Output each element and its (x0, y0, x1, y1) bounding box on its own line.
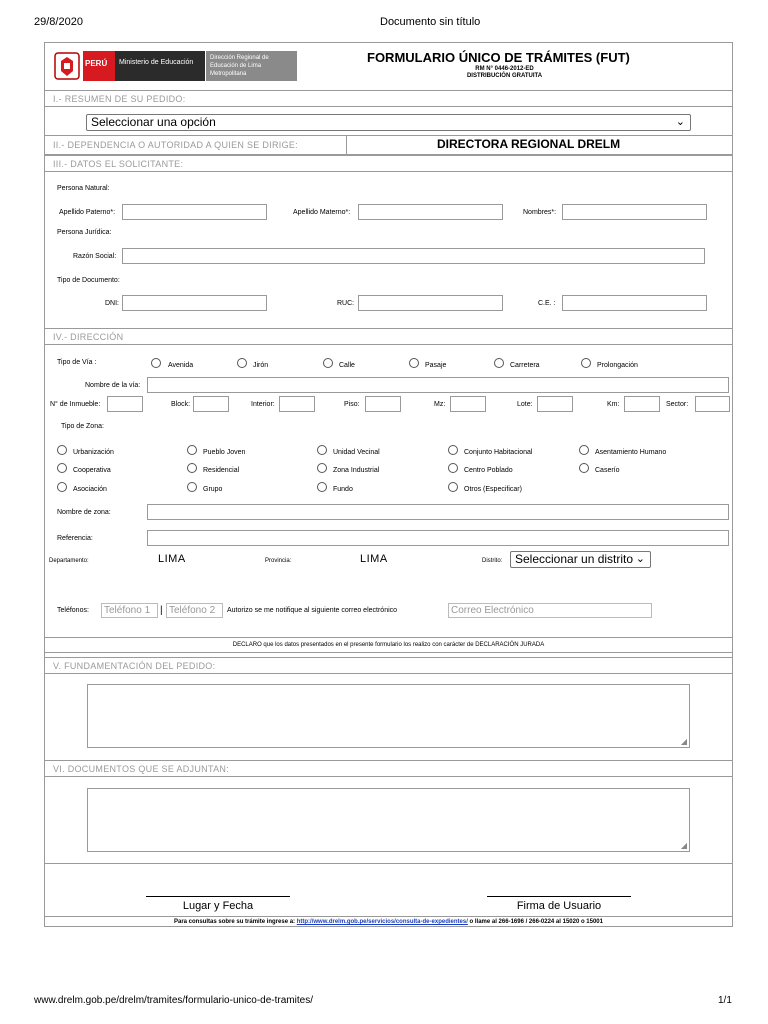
peru-label: PERÚ (83, 51, 115, 81)
nombres-label: Nombres*: (523, 209, 557, 216)
fundamentacion-textarea[interactable] (87, 684, 690, 748)
km-label: Km: (607, 401, 620, 408)
interior-input[interactable] (279, 396, 315, 412)
tipo-zona-label: Tipo de Zona: (61, 423, 104, 430)
km-input[interactable] (624, 396, 660, 412)
via-avenida-radio[interactable] (151, 358, 161, 368)
piso-label: Piso: (344, 401, 360, 408)
section-dependencia (45, 135, 732, 155)
dni-input[interactable] (122, 295, 267, 311)
via-jiron-radio[interactable] (237, 358, 247, 368)
distrito-select-value: Seleccionar un distrito (515, 552, 634, 566)
departamento-value: LIMA (158, 553, 186, 565)
persona-natural-label: Persona Natural: (57, 185, 110, 192)
chevron-down-icon: ⌄ (675, 116, 685, 128)
direccion-label: Dirección Regional de Educación de Lima Metropolitana (206, 51, 297, 81)
nombre-via-label: Nombre de la vía: (85, 382, 141, 389)
chevron-down-icon: ⌄ (635, 553, 645, 565)
departamento-label: Departamento: (49, 558, 89, 564)
consulta-expedientes-link[interactable]: http://www.drelm.gob.pe/servicios/consulta-de-expedientes/ (296, 919, 468, 925)
section-direccion: IV.- DIRECCIÓN (45, 328, 732, 345)
zona-centro-poblado-label: Centro Poblado (464, 467, 513, 474)
sector-input[interactable] (695, 396, 730, 412)
mz-input[interactable] (450, 396, 486, 412)
via-carretera-label: Carretera (510, 362, 540, 369)
zona-centro-poblado-radio[interactable] (448, 463, 458, 473)
via-prolongacion-radio[interactable] (581, 358, 591, 368)
section-documentos: VI. DOCUMENTOS QUE SE ADJUNTAN: (45, 760, 732, 777)
apellido-materno-input[interactable] (358, 204, 503, 220)
via-pasaje-label: Pasaje (425, 362, 447, 369)
zona-asentamiento-humano-radio[interactable] (579, 445, 589, 455)
resize-grip-icon[interactable]: ◢ (680, 841, 687, 850)
ce-input[interactable] (562, 295, 707, 311)
print-doc-title: Documento sin título (380, 16, 481, 28)
interior-label: Interior: (251, 401, 275, 408)
tipo-documento-label: Tipo de Documento: (57, 277, 120, 284)
zona-conjunto-habitacional-label: Conjunto Habitacional (464, 449, 533, 456)
zona-conjunto-habitacional-radio[interactable] (448, 445, 458, 455)
zona-residencial-label: Residencial (203, 467, 240, 474)
form-title: FORMULARIO ÚNICO DE TRÁMITES (FUT) (367, 50, 630, 65)
divider (346, 135, 347, 155)
via-prolongacion-label: Prolongación (597, 362, 638, 369)
ministerio-label: Ministerio de Educación (115, 51, 205, 81)
correo-input[interactable]: Correo Electrónico (448, 603, 652, 618)
section-dependencia-label: II.- DEPENDENCIA O AUTORIDAD A QUIEN SE DIRIGE: (53, 140, 298, 150)
pedido-select[interactable] (86, 114, 691, 131)
dependencia-value: DIRECTORA REGIONAL DRELM (437, 137, 621, 151)
zona-industrial-radio[interactable] (317, 463, 327, 473)
zona-caserio-radio[interactable] (579, 463, 589, 473)
via-avenida-label: Avenida (168, 362, 194, 369)
zona-asentamiento-humano-label: Asentamiento Humano (595, 449, 667, 456)
telefono1-input[interactable]: Teléfono 1 (101, 603, 158, 618)
inmueble-input[interactable] (107, 396, 143, 412)
razon-social-label: Razón Social: (73, 253, 117, 260)
zona-otros-radio[interactable] (448, 482, 458, 492)
distrito-label: Distrito: (482, 558, 503, 564)
pedido-select-value: Seleccionar una opción (91, 115, 216, 129)
footer-post: o llame al 266-1696 / 266-0224 al 15020 o 15001 (467, 919, 603, 925)
section-fundamentacion: V. FUNDAMENTACIÓN DEL PEDIDO: (45, 657, 732, 674)
nombres-input[interactable] (562, 204, 707, 220)
print-pages: 1/1 (718, 995, 732, 1006)
declaracion-jurada: DECLARO que los datos presentados en el presente formulario los realizo con carácter de DECLARACIÓN JURADA (45, 637, 732, 653)
piso-input[interactable] (365, 396, 401, 412)
block-label: Block: (171, 401, 191, 408)
documentos-textarea[interactable] (87, 788, 690, 852)
zona-fundo-label: Fundo (333, 486, 353, 493)
print-date: 29/8/2020 (34, 16, 83, 28)
persona-juridica-label: Persona Jurídica: (57, 229, 112, 236)
divider (45, 916, 732, 917)
autorizo-label: Autorizo se me notifique al siguiente correo electrónico (227, 607, 398, 614)
distrito-select[interactable] (510, 551, 651, 568)
zona-urbanizacion-label: Urbanización (73, 449, 114, 456)
ruc-input[interactable] (358, 295, 503, 311)
apellido-paterno-input[interactable] (122, 204, 267, 220)
referencia-label: Referencia: (57, 535, 93, 542)
apellido-paterno-label: Apellido Paterno*: (59, 209, 116, 216)
zona-unidad-vecinal-radio[interactable] (317, 445, 327, 455)
zona-pueblo-joven-radio[interactable] (187, 445, 197, 455)
tipo-via-label: Tipo de Vía : (57, 359, 97, 366)
footer-consultas (45, 919, 732, 925)
via-jiron-label: Jirón (253, 362, 269, 369)
zona-pueblo-joven-label: Pueblo Joven (203, 449, 246, 456)
section-resumen: I.- RESUMEN DE SU PEDIDO: (45, 90, 732, 107)
sector-label: Sector: (666, 401, 689, 408)
ce-label: C.E. : (538, 300, 556, 307)
apellido-materno-label: Apellido Materno*: (293, 209, 351, 216)
telefono-separator: | (160, 605, 163, 616)
inmueble-label: N° de Inmueble: (50, 401, 101, 408)
resize-grip-icon[interactable]: ◢ (680, 737, 687, 746)
footer-pre: Para consultas sobre su trámite ingrese a: (174, 919, 297, 925)
zona-cooperativa-radio[interactable] (57, 463, 67, 473)
nombre-zona-input[interactable] (147, 504, 729, 520)
zona-cooperativa-label: Cooperativa (73, 467, 111, 474)
razon-social-input[interactable] (122, 248, 705, 264)
form-rm: RM N° 0446-2012-ED (475, 66, 534, 72)
lote-label: Lote: (517, 401, 533, 408)
via-carretera-radio[interactable] (494, 358, 504, 368)
provincia-label: Provincia: (265, 558, 292, 564)
referencia-input[interactable] (147, 530, 729, 546)
zona-otros-label: Otros (Especificar) (464, 486, 522, 493)
via-calle-label: Calle (339, 362, 355, 369)
telefono2-input[interactable]: Teléfono 2 (166, 603, 223, 618)
form-distribucion: DISTRIBUCIÓN GRATUITA (466, 73, 543, 79)
zona-urbanizacion-radio[interactable] (57, 445, 67, 455)
firma-usuario-label: Firma de Usuario (516, 900, 602, 912)
provincia-value: LIMA (360, 553, 388, 565)
signature-line-firma (487, 896, 631, 897)
zona-caserio-label: Caserío (595, 467, 620, 474)
print-url: www.drelm.gob.pe/drelm/tramites/formulario-unico-de-tramites/ (34, 995, 313, 1006)
via-calle-radio[interactable] (323, 358, 333, 368)
section-solicitante: III.- DATOS EL SOLICITANTE: (45, 155, 732, 172)
telefonos-label: Teléfonos: (57, 607, 89, 614)
dni-label: DNI: (105, 300, 119, 307)
nombre-zona-label: Nombre de zona: (57, 509, 111, 516)
lote-input[interactable] (537, 396, 573, 412)
zona-asociacion-label: Asociación (73, 486, 107, 493)
block-input[interactable] (193, 396, 229, 412)
fut-form (44, 42, 733, 927)
lugar-fecha-label: Lugar y Fecha (182, 900, 254, 912)
nombre-via-input[interactable] (147, 377, 729, 393)
mz-label: Mz: (434, 401, 446, 408)
zona-asociacion-radio[interactable] (57, 482, 67, 492)
ruc-label: RUC: (337, 300, 355, 307)
zona-grupo-radio[interactable] (187, 482, 197, 492)
via-pasaje-radio[interactable] (409, 358, 419, 368)
zona-grupo-label: Grupo (203, 486, 223, 493)
signature-line-lugar (146, 896, 290, 897)
divider (45, 863, 732, 864)
zona-industrial-label: Zona Industrial (333, 467, 380, 474)
zona-fundo-radio[interactable] (317, 482, 327, 492)
zona-residencial-radio[interactable] (187, 463, 197, 473)
zona-unidad-vecinal-label: Unidad Vecinal (333, 449, 380, 456)
